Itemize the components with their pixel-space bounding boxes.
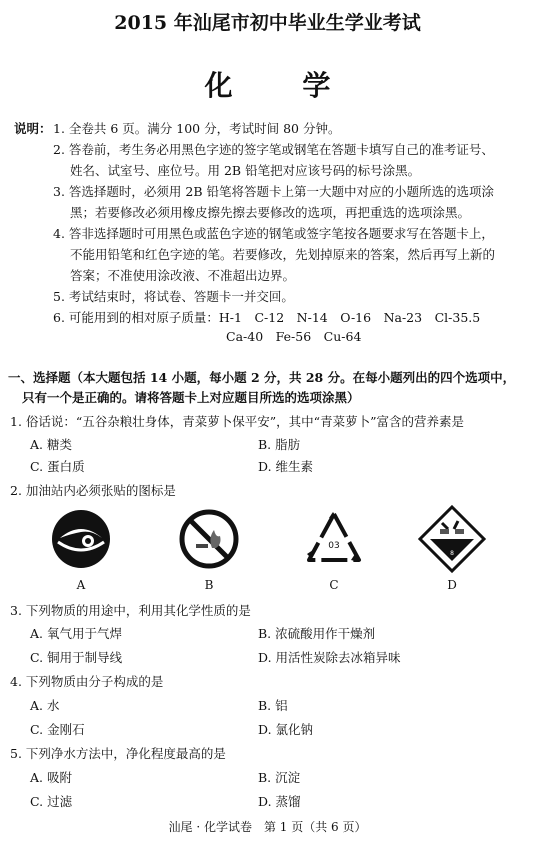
icon-label-a: A [76, 578, 86, 592]
question-4-stem: 4. 下列物质由分子构成的是 [10, 674, 164, 689]
question-1-option-a: A. 糖类 [30, 437, 72, 452]
question-4-option-b: B. 铝 [258, 698, 288, 713]
question-5-option-d: D. 蒸馏 [258, 794, 301, 809]
question-3-option-c: C. 铜用于制导线 [30, 650, 123, 665]
subject-title: 化 学 [204, 69, 361, 102]
icon-label-d: D [447, 578, 457, 592]
instruction-line: 5. 考试结束时，将试卷、答题卡一并交回。 [53, 289, 294, 304]
icon-label-b: B [204, 578, 214, 592]
question-5-option-b: B. 沉淀 [258, 770, 301, 785]
svg-text:8: 8 [450, 550, 454, 557]
question-5-option-a: A. 吸附 [30, 770, 72, 785]
corrosive-icon [418, 505, 486, 573]
instruction-line: 答案；不准使用涂改液、不准超出边界。 [70, 268, 296, 283]
question-3-option-d: D. 用活性炭除去冰箱异味 [258, 650, 401, 665]
instruction-line: 1. 全卷共 6 页。满分 100 分，考试时间 80 分钟。 [53, 121, 341, 136]
section-heading: 只有一个是正确的。请将答题卡上对应题目所选的选项涂黑） [22, 390, 360, 405]
question-4-option-c: C. 金刚石 [30, 722, 85, 737]
question-2-stem: 2. 加油站内必须张贴的图标是 [10, 483, 176, 498]
instruction-line: 3. 答选择题时，必须用 2B 铅笔将答题卡上第一大题中对应的小题所选的选项涂 [53, 184, 494, 199]
instructions-label: 说明： [14, 121, 52, 136]
icon-label-c: C [329, 578, 339, 592]
question-3-option-b: B. 浓硫酸用作干燥剂 [258, 626, 376, 641]
instruction-line: 2. 答卷前，考生务必用黑色字迹的签字笔或钢笔在答题卡填写自己的准考证号、 [53, 142, 494, 157]
instruction-line: 姓名、试室号、座位号。用 2B 铅笔把对应该号码的标号涂黑。 [70, 163, 421, 178]
oxidizer-icon [50, 508, 112, 570]
section-heading: 一、选择题（本大题包括 14 小题，每小题 2 分，共 28 分。在每小题列出的四个选项中， [8, 370, 516, 385]
question-1-stem: 1. 俗话说：“五谷杂粮壮身体，青菜萝卜保平安”，其中“青菜萝卜”富含的营养素是 [10, 414, 464, 429]
no-fire-icon [178, 508, 240, 570]
page-footer: 汕尾 · 化学试卷 第 1 页（共 6 页） [168, 820, 367, 834]
instruction-line: 6. 可能用到的相对原子质量：H-1 C-12 N-14 O-16 Na-23 Cl-35.5 [53, 310, 481, 325]
recycle-number: 03 [328, 541, 340, 551]
instruction-line: 不能用铅笔和红色字迹的笔。若要修改，先划掉原来的答案，然后再写上新的 [70, 247, 496, 262]
instruction-line: 4. 答非选择题时可用黑色或蓝色字迹的钢笔或签字笔按各题要求写在答题卡上， [53, 226, 494, 241]
question-3-stem: 3. 下列物质的用途中，利用其化学性质的是 [10, 603, 251, 618]
question-5-stem: 5. 下列净水方法中，净化程度最高的是 [10, 746, 226, 761]
question-4-option-d: D. 氯化钠 [258, 722, 314, 737]
question-1-option-d: D. 维生素 [258, 459, 314, 474]
question-1-option-b: B. 脂肪 [258, 437, 301, 452]
instruction-line: 黑；若要修改必须用橡皮擦先擦去要修改的选项，再把重选的选项涂黑。 [70, 205, 471, 220]
question-1-option-c: C. 蛋白质 [30, 459, 85, 474]
instruction-line: Ca-40 Fe-56 Cu-64 [226, 329, 362, 344]
question-4-option-a: A. 水 [30, 698, 60, 713]
question-3-option-a: A. 氧气用于气焊 [30, 626, 122, 641]
recycle-icon [303, 508, 365, 570]
question-5-option-c: C. 过滤 [30, 794, 73, 809]
exam-title: 2015 年汕尾市初中毕业生学业考试 [114, 12, 421, 34]
